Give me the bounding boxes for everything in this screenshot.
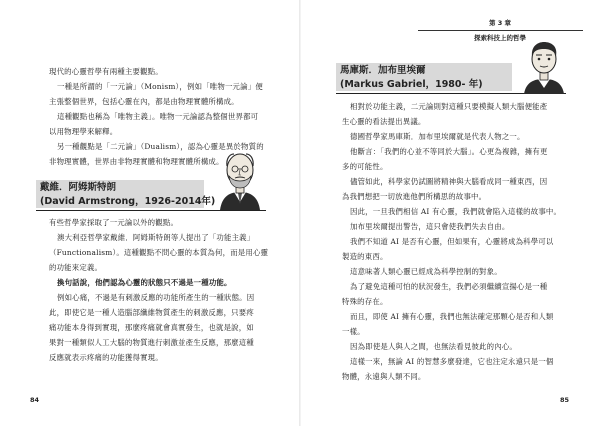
text-line: 特殊的存在。 — [342, 297, 388, 306]
text-line: 的功能來定義。 — [49, 263, 103, 272]
text-line: 以用物理學來解釋。 — [49, 127, 118, 136]
right-page — [300, 0, 600, 426]
chapter-rule — [418, 30, 583, 31]
man-with-short-hair-portrait-icon — [518, 38, 570, 94]
text-line: 主張整個世界，包括心靈在內，都是由物理實體所構成。 — [49, 97, 239, 106]
page-number-right: 85 — [560, 396, 570, 404]
text-line: 反應就表示疼痛的功能獲得實現。 — [49, 353, 163, 362]
text-line: 非物理實體，世界由非物理實體和物理實體所構成。 — [49, 157, 224, 166]
chapter-title: 探索科技上的哲學 — [474, 34, 526, 42]
text-line: 儘管如此，科學家仍試圖將精神與大腦看成同一種東西，因 — [350, 177, 548, 186]
text-line: 因為即使是人與人之間，也無法看見彼此的內心。 — [350, 342, 517, 351]
text-line: 德國哲學家馬庫斯．加布里埃爾就是代表人物之一。 — [350, 132, 525, 141]
text-line: （Functionalism）。這種觀點不問心靈的本質為何，而是用心靈 — [49, 248, 269, 257]
text-line-emphasis: 換句話說，他們認為心靈的狀態只不過是一種功能。 — [57, 278, 232, 287]
text-line: 一種是所謂的「一元論」（Monism），例如「唯物一元論」便 — [57, 82, 263, 91]
text-line: 生心靈的看法提出異議。 — [342, 117, 426, 126]
header-rule — [36, 210, 266, 211]
text-line: 多的可能性。 — [342, 162, 388, 171]
philosopher-name: 戴維．阿姆斯特朗 — [40, 182, 117, 193]
philosopher-name: 馬庫斯．加布里埃爾 — [340, 65, 426, 76]
text-line: 例如心痛，不過是有刺激反應的功能所產生的一種狀態。因 — [57, 293, 255, 302]
text-line: 為了避免這種可怕的狀況發生，我們必須繼續宣揚心是一種 — [350, 282, 548, 291]
paragraph-functionalism — [49, 215, 268, 365]
text-line: 另一種觀點是「二元論」（Dualism），認為心靈是異於物質的 — [57, 142, 264, 151]
text-line: 而且，即使 AI 擁有心靈，我們也無法確定那顆心是否和人類 — [350, 312, 554, 321]
text-line: 我們不知道 AI 是否有心靈，但如果有，心靈將成為科學可以 — [350, 237, 554, 246]
bald-man-with-beard-portrait-icon — [212, 146, 268, 210]
text-line: 製造的東西。 — [342, 252, 388, 261]
text-line: 因此，一旦我們相信 AI 有心靈，我們就會陷入這樣的故事中。 — [350, 207, 562, 216]
text-line: 這種觀點也稱為「唯物主義」。唯物一元論認為整個世界都可 — [57, 112, 259, 121]
text-line: 物體，永遠與人類不同。 — [342, 372, 426, 381]
text-line: 他斷言：「我們的心並不等同於大腦」。心更為複雜，擁有更 — [350, 147, 548, 156]
text-line: 此，即使它是一種人造腦部纖維物質產生的刺激反應，只要疼 — [49, 308, 254, 317]
text-line: 相對於功能主義，二元論則對這種只要模擬人類大腦便能產 — [350, 102, 548, 111]
text-line: 加布里埃爾提出警告，這只會使我們失去自由。 — [350, 222, 510, 231]
philosopher-dates: (David Armstrong，1926-2014年) — [40, 196, 216, 207]
text-line: 澳大利亞哲學家戴維．阿姆斯特朗等人提出了「功能主義」 — [57, 233, 255, 242]
paragraph-dualism-gabriel — [342, 99, 561, 384]
chapter-label: 第 3 章 — [488, 19, 512, 27]
text-line: 果對一種類似人工大腦的物質進行刺激並產生反應，那麼這種 — [49, 338, 254, 347]
philosopher-dates: (Markus Gabriel，1980- 年) — [340, 79, 483, 90]
page-number-left: 84 — [30, 396, 40, 404]
text-line: 一樣。 — [342, 327, 365, 336]
text-line: 這意味著人類心靈已經成為科學控制的對象。 — [350, 267, 502, 276]
text-line: 現代的心靈哲學有兩種主要觀點。 — [49, 67, 163, 76]
text-line: 有些哲學家採取了一元論以外的觀點。 — [49, 218, 179, 227]
text-line: 為我們想把一切放進他們所構思的故事中。 — [342, 192, 487, 201]
text-line: 這樣一來，無論 AI 的智慧多麼發達，它也注定永遠只是一個 — [350, 357, 554, 366]
text-line: 痛功能本身得到實現，那麼疼痛就會真實發生，也就是說，如 — [49, 323, 254, 332]
